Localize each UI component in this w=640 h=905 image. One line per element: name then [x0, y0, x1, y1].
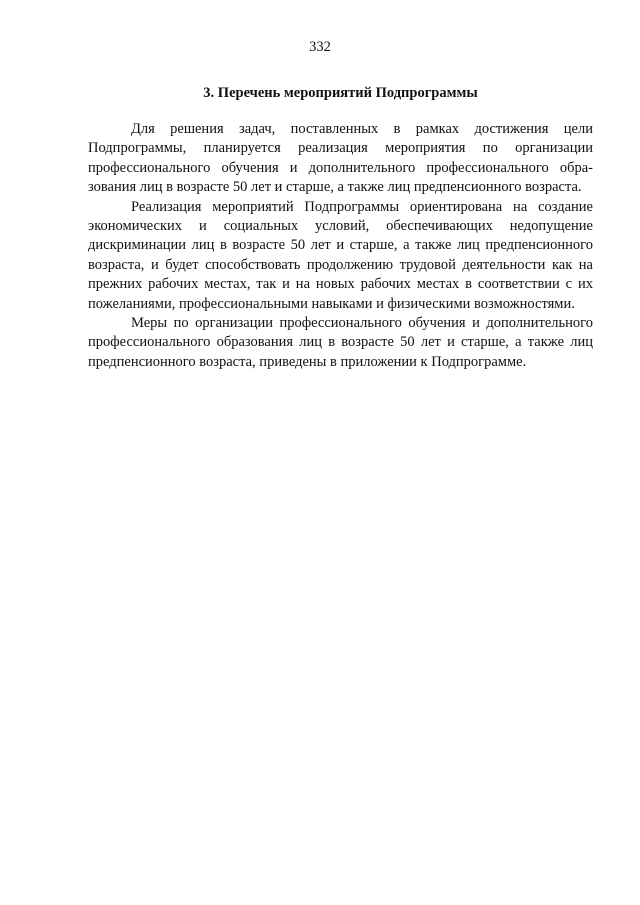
page-number: 332: [309, 39, 331, 55]
paragraph: Меры по организации профессионального обучения и дополнительного профессионального образования лиц в возрасте 50 лет и старше, а также лиц предпенсионного возраста, приведены в приложении к Подпрограмме.: [88, 315, 593, 370]
paragraph: Реализация мероприятий Подпрограммы ориентирована на создание экономических и социальных условий, обеспечивающих недопущение дискриминации лиц в возрасте 50 лет и старше, а также лиц предпенсионного возраста, и будет способствовать продолжению трудовой деятельности как на прежних рабочих местах, так и на новых рабочих местах в соответствии с их пожеланиями, профессиональными навыками и физическими возможностями.: [88, 198, 593, 312]
paragraph: Для решения задач, поставленных в рамках достижения цели Подпрограммы, планируется реализация мероприятия по организации профессионального обучения и дополнительного профессионального образования лиц в возрасте 50 лет и старше, а также лиц предпенсионного возраста.: [88, 121, 593, 196]
section-title: 3. Перечень мероприятий Подпрограммы: [203, 85, 478, 101]
body-text: [88, 120, 593, 372]
